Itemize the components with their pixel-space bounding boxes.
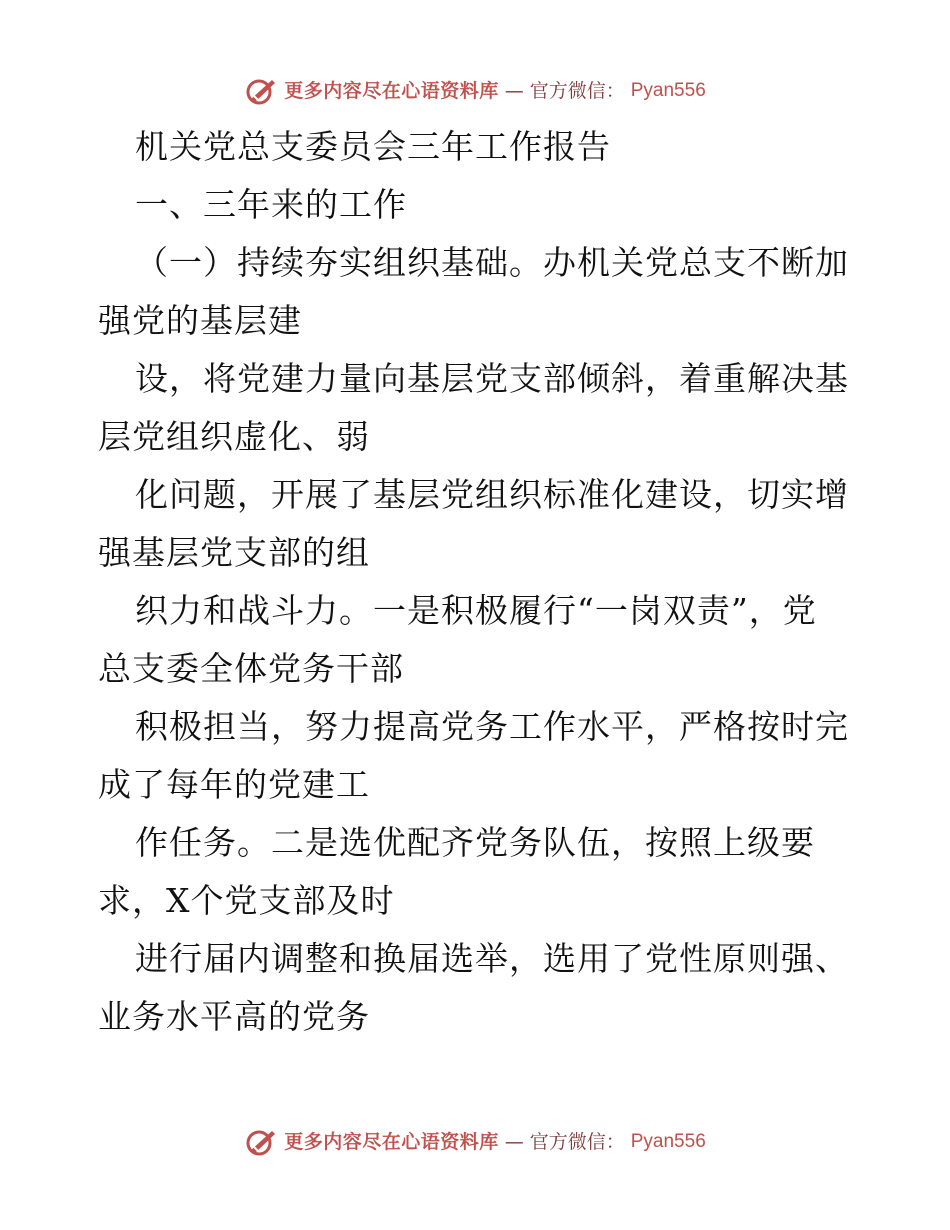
paragraph-line: 强基层党支部的组	[98, 533, 370, 572]
paragraph-line: 作任务。二是选优配齐党务队伍，按照上级要	[135, 823, 815, 862]
watermark-id: Pyan556	[630, 1131, 706, 1152]
paragraph-line: 总支委全体党务干部	[98, 649, 404, 688]
quill-pen-logo-icon	[244, 1127, 278, 1157]
watermark-label: 官方微信：	[529, 1131, 625, 1153]
watermark-dash: —	[504, 1131, 524, 1153]
paragraph-line: 成了每年的党建工	[98, 765, 370, 804]
watermark-label: 官方微信：	[529, 80, 625, 102]
header-watermark	[0, 76, 950, 106]
watermark-dash: —	[504, 80, 524, 102]
section-heading: 一、三年来的工作	[135, 185, 407, 224]
paragraph-line: 求，X个党支部及时	[98, 881, 395, 920]
paragraph-line: 织力和战斗力。一是积极履行“一岗双责”，党	[135, 591, 817, 630]
document-body	[98, 118, 858, 1046]
paragraph-line: 进行届内调整和换届选举，选用了党性原则强、	[135, 939, 849, 978]
document-title: 机关党总支委员会三年工作报告	[135, 127, 611, 166]
watermark-main-text: 更多内容尽在心语资料库	[284, 1131, 499, 1153]
paragraph-line: 设，将党建力量向基层党支部倾斜，着重解决基	[135, 359, 849, 398]
quill-pen-logo-icon	[244, 76, 278, 106]
paragraph-line: 化问题，开展了基层党组织标准化建设，切实增	[135, 475, 849, 514]
paragraph-line: 强党的基层建	[98, 301, 302, 340]
watermark-id: Pyan556	[630, 80, 706, 101]
paragraph-line: 业务水平高的党务	[98, 997, 370, 1036]
watermark-main-text: 更多内容尽在心语资料库	[284, 80, 499, 102]
paragraph-line: （一）持续夯实组织基础。办机关党总支不断加	[135, 243, 849, 282]
paragraph-line: 积极担当，努力提高党务工作水平，严格按时完	[135, 707, 849, 746]
footer-watermark	[0, 1127, 950, 1157]
paragraph-line: 层党组织虚化、弱	[98, 417, 370, 456]
